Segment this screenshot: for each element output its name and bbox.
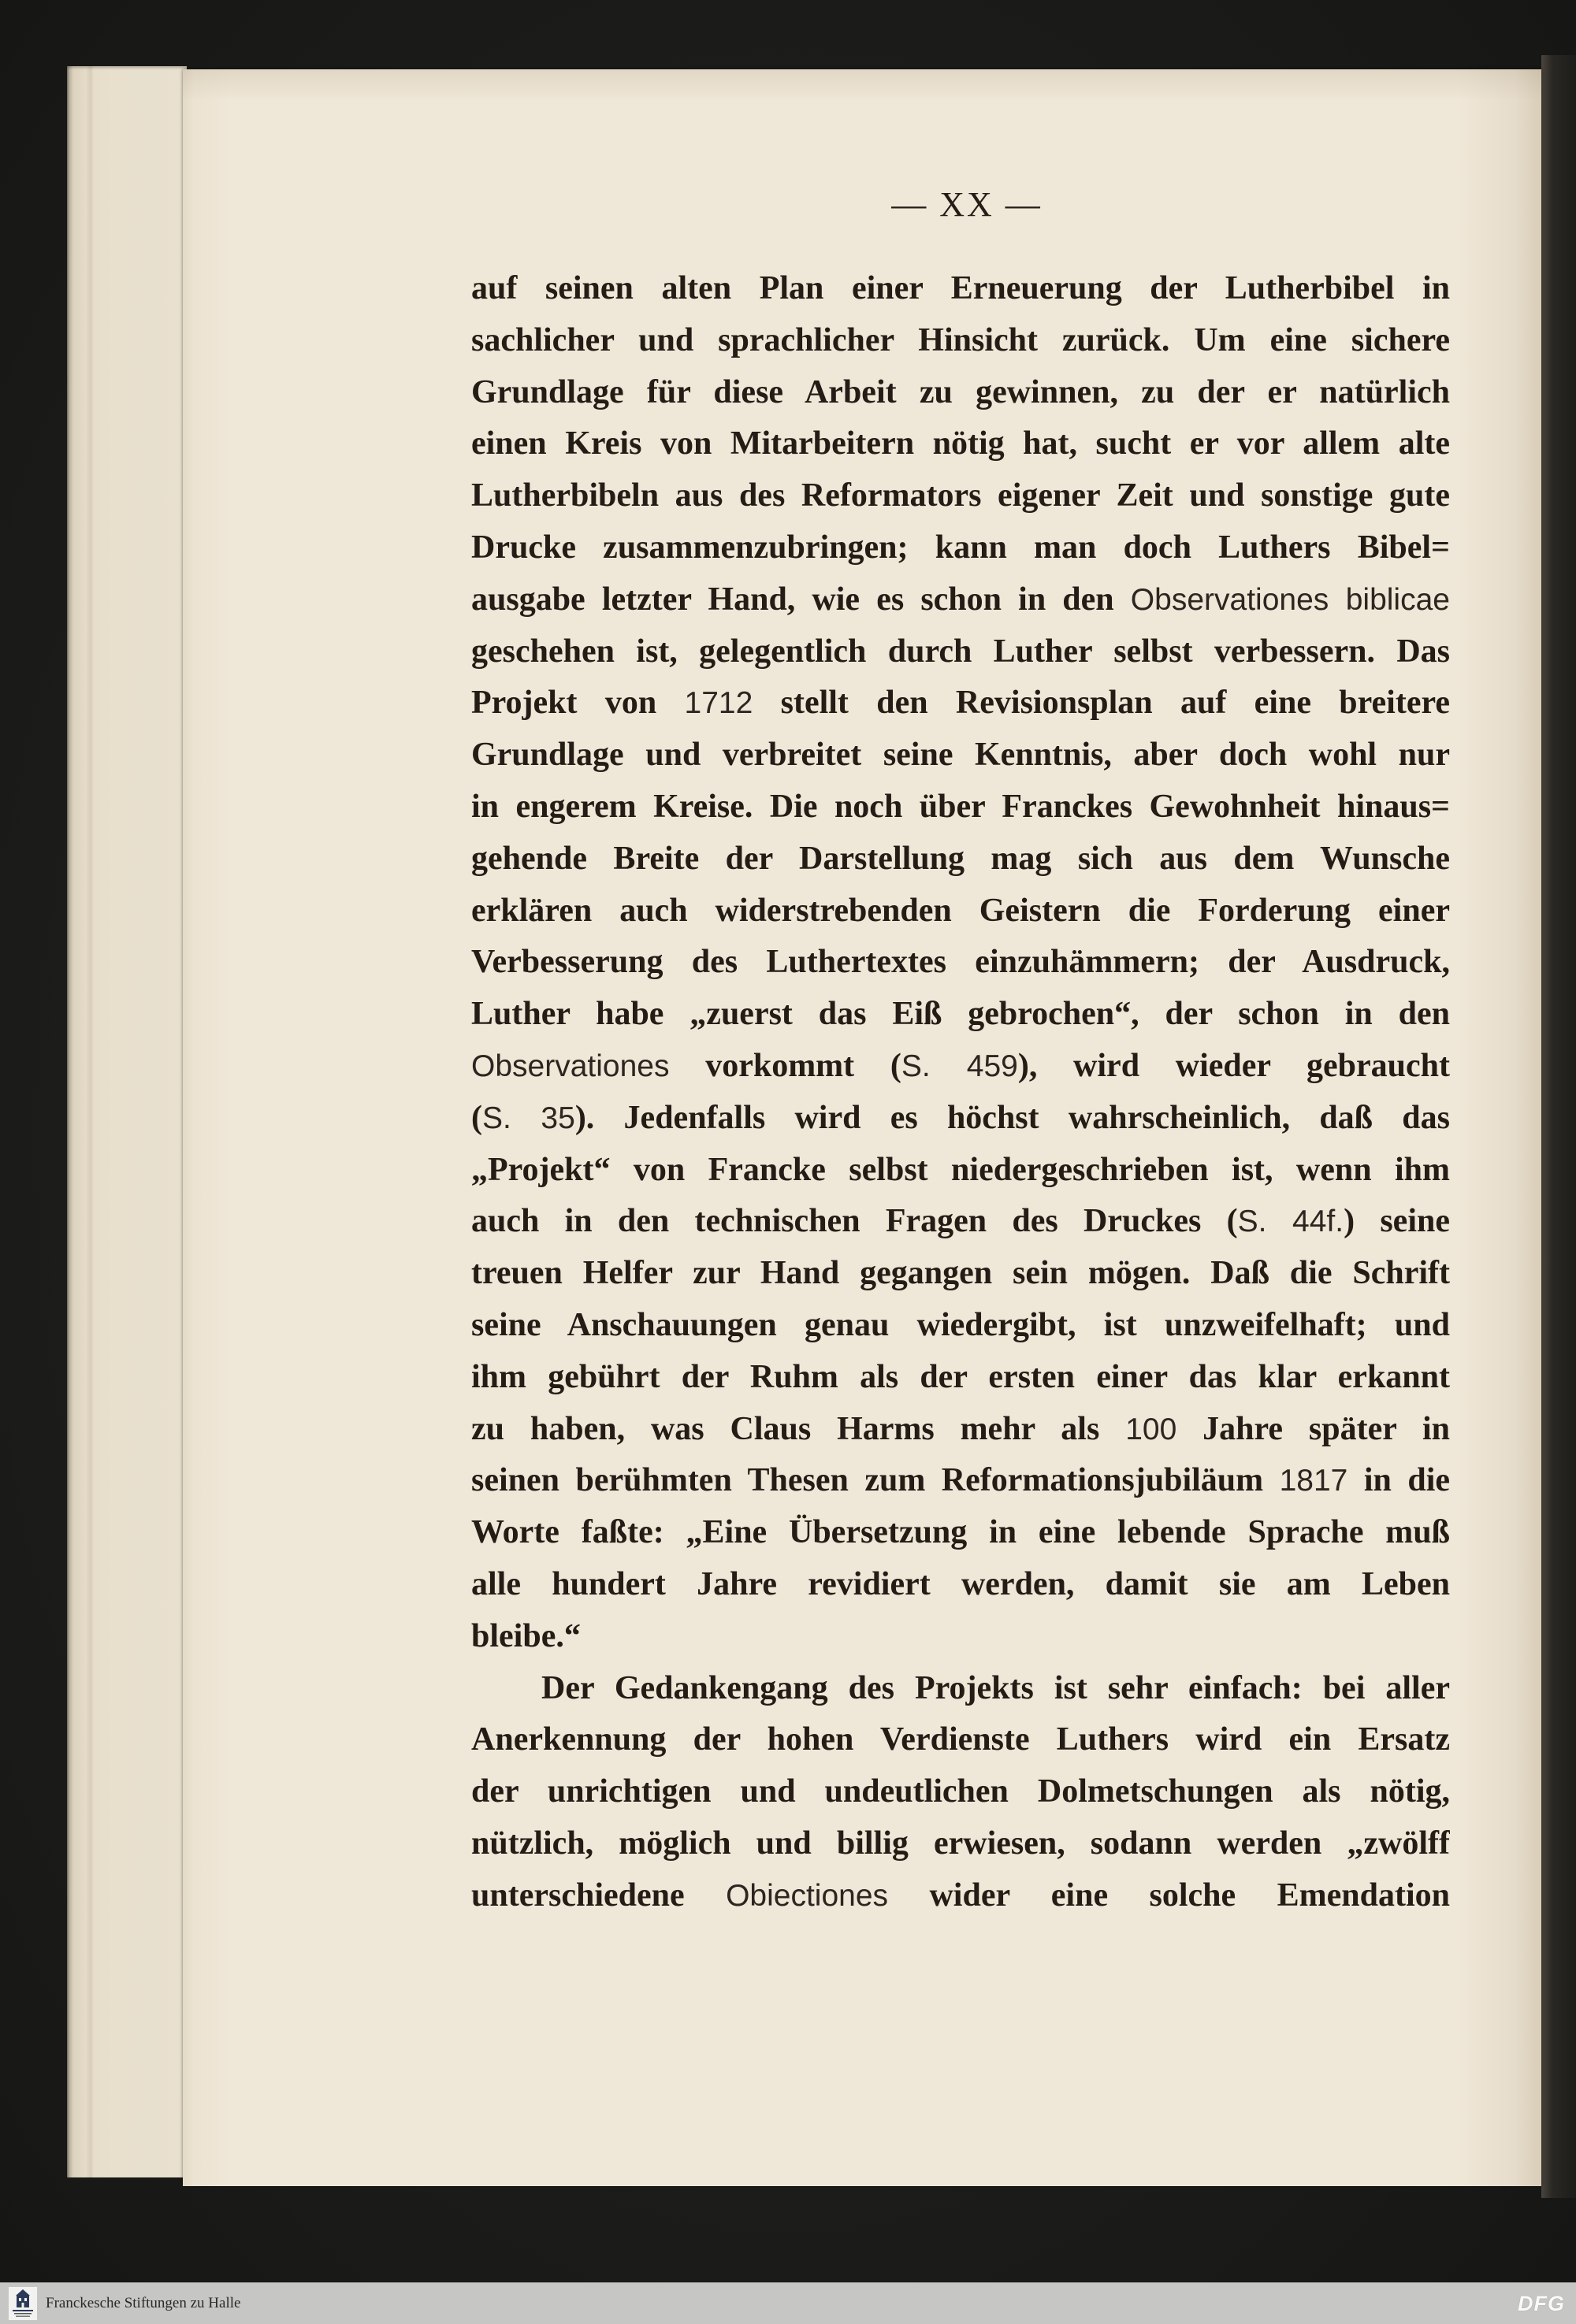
- fraktur-run: (: [471, 1099, 482, 1136]
- dfg-logo: DFG: [1518, 2292, 1565, 2315]
- page-top-shade: [183, 69, 1541, 101]
- fraktur-run: ), wird wieder gebraucht: [1017, 1047, 1450, 1084]
- text-line: auf seinen alten Plan einer Erneuerung der Lutherbibel in: [471, 270, 1450, 306]
- fraktur-run: wider eine solche Emendation: [888, 1877, 1450, 1914]
- text-line: „Projekt“ von Francke selbst niedergeschrieben ist, wenn ihm: [471, 1151, 1450, 1188]
- antiqua-run: 1817: [1279, 1464, 1348, 1498]
- text-line: Luther habe „zuerst das Eiß gebrochen“, der schon in den: [471, 996, 1450, 1033]
- text-line: in engerem Kreise. Die noch über Franckes Gewohnheit hinaus=: [471, 788, 1450, 825]
- text-line: Anerkennung der hohen Verdienste Luthers wird ein Ersatz: [471, 1721, 1450, 1758]
- fraktur-run: Projekt von: [471, 685, 685, 722]
- antiqua-run: S. 44f.: [1237, 1205, 1344, 1239]
- antiqua-run: Obiectiones: [726, 1878, 889, 1913]
- paragraph: [471, 263, 1450, 1663]
- text-line: geschehen ist, gelegentlich durch Luther selbst verbessern. Das: [471, 633, 1450, 670]
- antiqua-run: S. 459: [901, 1049, 1018, 1083]
- text-line: [471, 1093, 1450, 1145]
- text-line: bleibe.“: [471, 1617, 581, 1654]
- text-line: [471, 1196, 1450, 1248]
- text-block: [471, 263, 1450, 1922]
- text-line: ihm gebührt der Ruhm als der ersten einer das klar erkannt: [471, 1358, 1450, 1395]
- text-line: [471, 574, 1450, 626]
- franckesche-stiftungen-emblem-icon: [9, 2287, 37, 2320]
- fraktur-run: ausgabe letzter Hand, wie es schon in den: [471, 581, 1131, 618]
- fraktur-run: ) seine: [1344, 1203, 1450, 1240]
- fraktur-run: ). Jedenfalls wird es höchst wahrscheinlich, daß das: [574, 1099, 1450, 1136]
- text-line: Grundlage und verbreitet seine Kenntnis, aber doch wohl nur: [471, 737, 1450, 774]
- text-line: einen Kreis von Mitarbeitern nötig hat, sucht er vor allem alte: [471, 425, 1450, 462]
- fraktur-run: Jahre später in: [1176, 1410, 1450, 1447]
- antiqua-run: 1712: [684, 686, 753, 721]
- text-line: Lutherbibeln aus des Reformators eigener Zeit und sonstige gute: [471, 477, 1450, 514]
- text-line: [471, 1870, 1450, 1922]
- text-line: [471, 1455, 1450, 1507]
- fraktur-run: auch in den technischen Fragen des Druckes (: [471, 1203, 1238, 1240]
- book-page: [183, 69, 1541, 2186]
- text-line: treuen Helfer zur Hand gegangen sein mögen. Daß die Schrift: [471, 1255, 1450, 1292]
- antiqua-run: 100: [1125, 1412, 1177, 1446]
- page-number: — XX —: [891, 185, 1043, 224]
- book-binding-shadow: [1541, 55, 1576, 2198]
- text-line: [471, 1041, 1450, 1093]
- text-line: Drucke zusammenzubringen; kann man doch Luthers Bibel=: [471, 529, 1450, 566]
- fraktur-run: stellt den Revisionsplan auf eine breitere: [753, 685, 1450, 722]
- text-line: Grundlage für diese Arbeit zu gewinnen, zu der er natürlich: [471, 373, 1450, 410]
- fraktur-run: in die: [1347, 1462, 1450, 1499]
- text-line: Worte faßte: „Eine Übersetzung in eine lebende Sprache muß: [471, 1514, 1450, 1551]
- fraktur-run: seinen berühmten Thesen zum Reformationsjubiläum: [471, 1462, 1280, 1499]
- text-line: sachlicher und sprachlicher Hinsicht zurück. Um eine sichere: [471, 321, 1450, 358]
- antiqua-run: Observationes biblicae: [1130, 582, 1450, 617]
- text-line: der unrichtigen und undeutlichen Dolmetschungen als nötig,: [471, 1773, 1450, 1810]
- antiqua-run: Observationes: [471, 1049, 670, 1083]
- text-line: [471, 678, 1450, 729]
- text-line: erklären auch widerstrebenden Geistern die Forderung einer: [471, 892, 1450, 929]
- text-line: nützlich, möglich und billig erwiesen, sodann werden „zwölff: [471, 1825, 1450, 1862]
- antiqua-run: S. 35: [482, 1101, 575, 1135]
- fraktur-run: vorkommt (: [669, 1047, 901, 1084]
- text-line: [471, 1404, 1450, 1456]
- footer-bar: [0, 2282, 1576, 2324]
- page-stack-edges: [67, 66, 187, 2177]
- institution-name: Franckesche Stiftungen zu Halle: [46, 2295, 241, 2311]
- text-line: Der Gedankengang des Projekts ist sehr einfach: bei aller: [541, 1669, 1450, 1706]
- text-line: gehende Breite der Darstellung mag sich aus dem Wunsche: [471, 840, 1450, 877]
- fraktur-run: unterschiedene: [471, 1877, 727, 1914]
- text-line: seine Anschauungen genau wiedergibt, ist unzweifelhaft; und: [471, 1306, 1450, 1343]
- fraktur-run: zu haben, was Claus Harms mehr als: [471, 1410, 1126, 1447]
- text-line: alle hundert Jahre revidiert werden, damit sie am Leben: [471, 1565, 1450, 1602]
- text-line: Verbesserung des Luthertextes einzuhämmern; der Ausdruck,: [471, 944, 1450, 981]
- paragraph: [471, 1663, 1450, 1922]
